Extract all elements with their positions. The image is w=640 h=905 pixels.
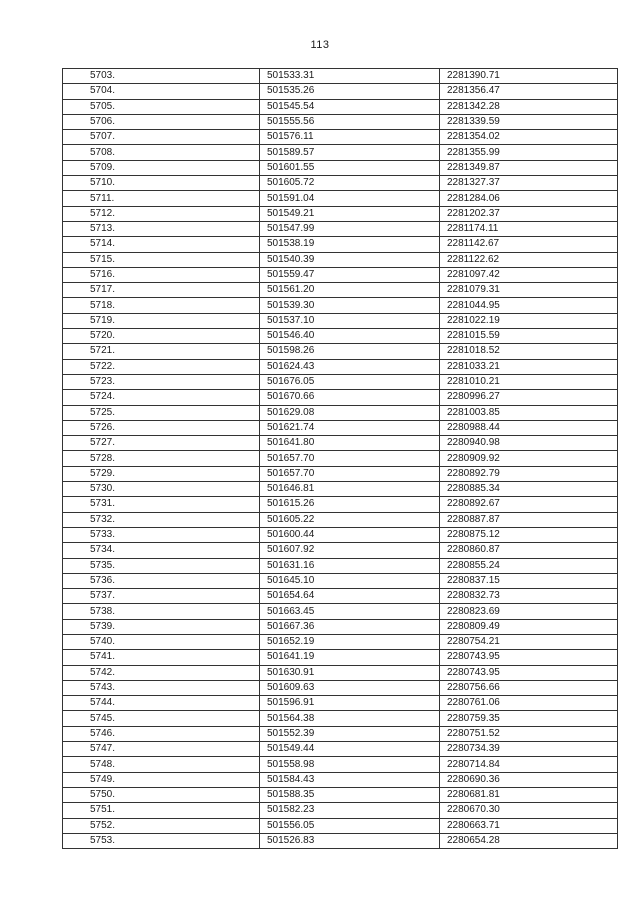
table-row: [63, 665, 618, 680]
point-number-cell: 5751.: [63, 803, 260, 818]
table-row: [63, 787, 618, 802]
point-number-cell: 5748.: [63, 757, 260, 772]
x-coordinate-cell: 501645.10: [260, 573, 440, 588]
x-coordinate-cell: 501549.21: [260, 206, 440, 221]
x-coordinate-cell: 501555.56: [260, 114, 440, 129]
x-coordinate-cell: 501547.99: [260, 221, 440, 236]
y-coordinate-cell: 2280909.92: [440, 451, 618, 466]
point-number-cell: 5726.: [63, 420, 260, 435]
table-row: [63, 772, 618, 787]
point-number-cell: 5727.: [63, 436, 260, 451]
point-number-cell: 5741.: [63, 650, 260, 665]
y-coordinate-cell: 2281354.02: [440, 130, 618, 145]
x-coordinate-cell: 501641.19: [260, 650, 440, 665]
table-row: [63, 757, 618, 772]
table-row: [63, 405, 618, 420]
table-row: [63, 130, 618, 145]
x-coordinate-cell: 501654.64: [260, 589, 440, 604]
y-coordinate-cell: 2280759.35: [440, 711, 618, 726]
y-coordinate-cell: 2281355.99: [440, 145, 618, 160]
x-coordinate-cell: 501539.30: [260, 298, 440, 313]
point-number-cell: 5746.: [63, 726, 260, 741]
point-number-cell: 5732.: [63, 512, 260, 527]
table-row: [63, 145, 618, 160]
y-coordinate-cell: 2281097.42: [440, 267, 618, 282]
point-number-cell: 5721.: [63, 344, 260, 359]
x-coordinate-cell: 501582.23: [260, 803, 440, 818]
point-number-cell: 5725.: [63, 405, 260, 420]
coordinates-table-body: [63, 69, 618, 849]
table-row: [63, 451, 618, 466]
point-number-cell: 5742.: [63, 665, 260, 680]
point-number-cell: 5719.: [63, 313, 260, 328]
y-coordinate-cell: 2281122.62: [440, 252, 618, 267]
point-number-cell: 5713.: [63, 221, 260, 236]
y-coordinate-cell: 2281010.21: [440, 374, 618, 389]
x-coordinate-cell: 501663.45: [260, 604, 440, 619]
y-coordinate-cell: 2281142.67: [440, 237, 618, 252]
table-row: [63, 466, 618, 481]
x-coordinate-cell: 501558.98: [260, 757, 440, 772]
point-number-cell: 5744.: [63, 696, 260, 711]
point-number-cell: 5753.: [63, 833, 260, 848]
point-number-cell: 5730.: [63, 482, 260, 497]
table-row: [63, 329, 618, 344]
y-coordinate-cell: 2281015.59: [440, 329, 618, 344]
point-number-cell: 5723.: [63, 374, 260, 389]
point-number-cell: 5728.: [63, 451, 260, 466]
x-coordinate-cell: 501537.10: [260, 313, 440, 328]
y-coordinate-cell: 2280663.71: [440, 818, 618, 833]
y-coordinate-cell: 2281202.37: [440, 206, 618, 221]
x-coordinate-cell: 501615.26: [260, 497, 440, 512]
y-coordinate-cell: 2280681.81: [440, 787, 618, 802]
x-coordinate-cell: 501630.91: [260, 665, 440, 680]
table-row: [63, 573, 618, 588]
y-coordinate-cell: 2280996.27: [440, 390, 618, 405]
x-coordinate-cell: 501549.44: [260, 742, 440, 757]
y-coordinate-cell: 2281349.87: [440, 160, 618, 175]
table-row: [63, 114, 618, 129]
y-coordinate-cell: 2280714.84: [440, 757, 618, 772]
point-number-cell: 5731.: [63, 497, 260, 512]
y-coordinate-cell: 2281022.19: [440, 313, 618, 328]
point-number-cell: 5739.: [63, 619, 260, 634]
y-coordinate-cell: 2280823.69: [440, 604, 618, 619]
table-row: [63, 84, 618, 99]
x-coordinate-cell: 501533.31: [260, 69, 440, 84]
x-coordinate-cell: 501596.91: [260, 696, 440, 711]
table-row: [63, 221, 618, 236]
table-row: [63, 482, 618, 497]
table-row: [63, 160, 618, 175]
point-number-cell: 5745.: [63, 711, 260, 726]
x-coordinate-cell: 501605.22: [260, 512, 440, 527]
table-row: [63, 589, 618, 604]
table-row: [63, 374, 618, 389]
table-row: [63, 833, 618, 848]
y-coordinate-cell: 2281174.11: [440, 221, 618, 236]
point-number-cell: 5706.: [63, 114, 260, 129]
y-coordinate-cell: 2281390.71: [440, 69, 618, 84]
table-row: [63, 191, 618, 206]
y-coordinate-cell: 2280885.34: [440, 482, 618, 497]
table-row: [63, 283, 618, 298]
y-coordinate-cell: 2281079.31: [440, 283, 618, 298]
y-coordinate-cell: 2281018.52: [440, 344, 618, 359]
table-row: [63, 742, 618, 757]
x-coordinate-cell: 501624.43: [260, 359, 440, 374]
table-row: [63, 359, 618, 374]
x-coordinate-cell: 501652.19: [260, 634, 440, 649]
table-row: [63, 680, 618, 695]
y-coordinate-cell: 2280754.21: [440, 634, 618, 649]
y-coordinate-cell: 2281327.37: [440, 176, 618, 191]
point-number-cell: 5711.: [63, 191, 260, 206]
point-number-cell: 5705.: [63, 99, 260, 114]
y-coordinate-cell: 2280892.79: [440, 466, 618, 481]
table-row: [63, 298, 618, 313]
table-row: [63, 252, 618, 267]
point-number-cell: 5707.: [63, 130, 260, 145]
table-row: [63, 634, 618, 649]
y-coordinate-cell: 2280690.36: [440, 772, 618, 787]
point-number-cell: 5722.: [63, 359, 260, 374]
point-number-cell: 5750.: [63, 787, 260, 802]
point-number-cell: 5709.: [63, 160, 260, 175]
table-row: [63, 818, 618, 833]
x-coordinate-cell: 501657.70: [260, 451, 440, 466]
x-coordinate-cell: 501552.39: [260, 726, 440, 741]
y-coordinate-cell: 2280670.30: [440, 803, 618, 818]
x-coordinate-cell: 501607.92: [260, 543, 440, 558]
x-coordinate-cell: 501564.38: [260, 711, 440, 726]
x-coordinate-cell: 501621.74: [260, 420, 440, 435]
point-number-cell: 5733.: [63, 527, 260, 542]
point-number-cell: 5712.: [63, 206, 260, 221]
y-coordinate-cell: 2280756.66: [440, 680, 618, 695]
x-coordinate-cell: 501556.05: [260, 818, 440, 833]
point-number-cell: 5752.: [63, 818, 260, 833]
table-row: [63, 726, 618, 741]
table-row: [63, 99, 618, 114]
table-row: [63, 237, 618, 252]
y-coordinate-cell: 2281342.28: [440, 99, 618, 114]
y-coordinate-cell: 2280654.28: [440, 833, 618, 848]
table-row: [63, 420, 618, 435]
table-row: [63, 69, 618, 84]
table-row: [63, 512, 618, 527]
point-number-cell: 5716.: [63, 267, 260, 282]
table-row: [63, 313, 618, 328]
x-coordinate-cell: 501588.35: [260, 787, 440, 802]
y-coordinate-cell: 2280860.87: [440, 543, 618, 558]
x-coordinate-cell: 501591.04: [260, 191, 440, 206]
y-coordinate-cell: 2280734.39: [440, 742, 618, 757]
point-number-cell: 5735.: [63, 558, 260, 573]
point-number-cell: 5740.: [63, 634, 260, 649]
point-number-cell: 5714.: [63, 237, 260, 252]
x-coordinate-cell: 501646.81: [260, 482, 440, 497]
y-coordinate-cell: 2281044.95: [440, 298, 618, 313]
point-number-cell: 5717.: [63, 283, 260, 298]
y-coordinate-cell: 2280743.95: [440, 650, 618, 665]
point-number-cell: 5743.: [63, 680, 260, 695]
point-number-cell: 5736.: [63, 573, 260, 588]
y-coordinate-cell: 2280743.95: [440, 665, 618, 680]
x-coordinate-cell: 501598.26: [260, 344, 440, 359]
point-number-cell: 5703.: [63, 69, 260, 84]
point-number-cell: 5737.: [63, 589, 260, 604]
point-number-cell: 5720.: [63, 329, 260, 344]
point-number-cell: 5708.: [63, 145, 260, 160]
table-row: [63, 803, 618, 818]
x-coordinate-cell: 501631.16: [260, 558, 440, 573]
x-coordinate-cell: 501546.40: [260, 329, 440, 344]
table-row: [63, 436, 618, 451]
y-coordinate-cell: 2280837.15: [440, 573, 618, 588]
point-number-cell: 5718.: [63, 298, 260, 313]
y-coordinate-cell: 2280940.98: [440, 436, 618, 451]
x-coordinate-cell: 501670.66: [260, 390, 440, 405]
x-coordinate-cell: 501584.43: [260, 772, 440, 787]
y-coordinate-cell: 2281003.85: [440, 405, 618, 420]
y-coordinate-cell: 2280892.67: [440, 497, 618, 512]
y-coordinate-cell: 2280988.44: [440, 420, 618, 435]
table-row: [63, 696, 618, 711]
table-row: [63, 558, 618, 573]
table-row: [63, 650, 618, 665]
x-coordinate-cell: 501559.47: [260, 267, 440, 282]
x-coordinate-cell: 501605.72: [260, 176, 440, 191]
table-row: [63, 527, 618, 542]
x-coordinate-cell: 501545.54: [260, 99, 440, 114]
point-number-cell: 5747.: [63, 742, 260, 757]
y-coordinate-cell: 2280809.49: [440, 619, 618, 634]
x-coordinate-cell: 501676.05: [260, 374, 440, 389]
table-row: [63, 390, 618, 405]
y-coordinate-cell: 2281284.06: [440, 191, 618, 206]
page-number: 113: [310, 39, 330, 51]
x-coordinate-cell: 501657.70: [260, 466, 440, 481]
x-coordinate-cell: 501609.63: [260, 680, 440, 695]
table-row: [63, 497, 618, 512]
x-coordinate-cell: 501641.80: [260, 436, 440, 451]
x-coordinate-cell: 501538.19: [260, 237, 440, 252]
table-row: [63, 619, 618, 634]
y-coordinate-cell: 2281339.59: [440, 114, 618, 129]
x-coordinate-cell: 501526.83: [260, 833, 440, 848]
table-row: [63, 176, 618, 191]
table-row: [63, 604, 618, 619]
x-coordinate-cell: 501667.36: [260, 619, 440, 634]
x-coordinate-cell: 501576.11: [260, 130, 440, 145]
x-coordinate-cell: 501535.26: [260, 84, 440, 99]
x-coordinate-cell: 501600.44: [260, 527, 440, 542]
y-coordinate-cell: 2280855.24: [440, 558, 618, 573]
table-row: [63, 206, 618, 221]
point-number-cell: 5710.: [63, 176, 260, 191]
x-coordinate-cell: 501629.08: [260, 405, 440, 420]
table-row: [63, 344, 618, 359]
y-coordinate-cell: 2281033.21: [440, 359, 618, 374]
y-coordinate-cell: 2280761.06: [440, 696, 618, 711]
point-number-cell: 5704.: [63, 84, 260, 99]
table-row: [63, 711, 618, 726]
table-row: [63, 267, 618, 282]
point-number-cell: 5749.: [63, 772, 260, 787]
y-coordinate-cell: 2280751.52: [440, 726, 618, 741]
x-coordinate-cell: 501561.20: [260, 283, 440, 298]
y-coordinate-cell: 2280887.87: [440, 512, 618, 527]
x-coordinate-cell: 501589.57: [260, 145, 440, 160]
point-number-cell: 5738.: [63, 604, 260, 619]
x-coordinate-cell: 501540.39: [260, 252, 440, 267]
table-row: [63, 543, 618, 558]
y-coordinate-cell: 2280832.73: [440, 589, 618, 604]
point-number-cell: 5734.: [63, 543, 260, 558]
y-coordinate-cell: 2280875.12: [440, 527, 618, 542]
point-number-cell: 5724.: [63, 390, 260, 405]
point-number-cell: 5715.: [63, 252, 260, 267]
y-coordinate-cell: 2281356.47: [440, 84, 618, 99]
coordinates-table: [62, 68, 618, 849]
point-number-cell: 5729.: [63, 466, 260, 481]
x-coordinate-cell: 501601.55: [260, 160, 440, 175]
